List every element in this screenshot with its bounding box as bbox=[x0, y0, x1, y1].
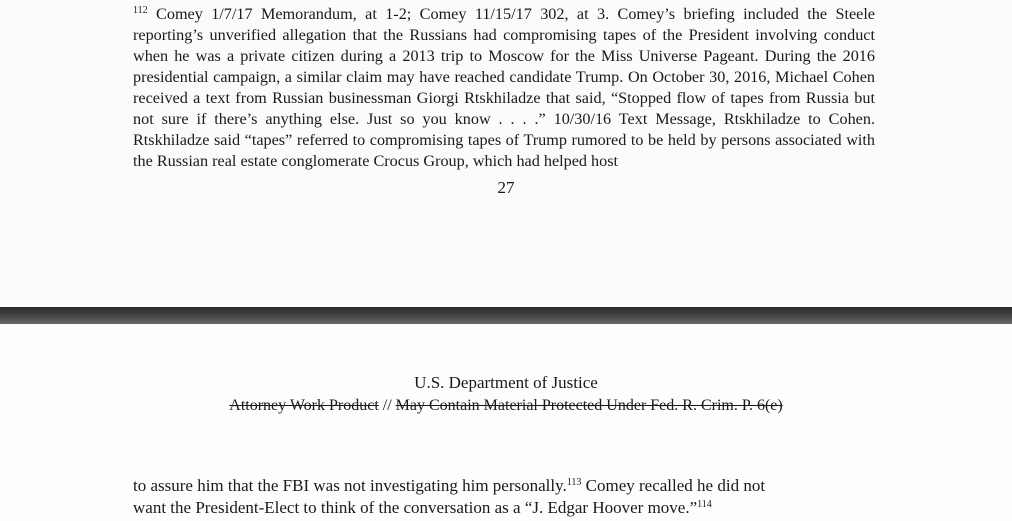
footnote-number: 112 bbox=[133, 5, 148, 16]
footnote-ref-114: 114 bbox=[697, 499, 712, 510]
page-divider bbox=[0, 307, 1012, 324]
body-line-1 bbox=[133, 475, 875, 497]
body-paragraph bbox=[133, 475, 875, 519]
body-line-2-text: want the President-Elect to think of the conversation as a “J. Edgar Hoover move.” bbox=[133, 498, 698, 517]
marking-work-product: Attorney Work Product bbox=[229, 397, 379, 414]
footnote-ref-113: 113 bbox=[566, 477, 582, 488]
header-marking bbox=[0, 397, 1012, 415]
footnote-112 bbox=[133, 4, 875, 172]
page-number: 27 bbox=[497, 178, 515, 197]
body-line-2 bbox=[133, 497, 875, 519]
marking-grand-jury: May Contain Material Protected Under Fed. R. Crim. P. 6(e) bbox=[395, 397, 783, 414]
body-line-1-text: to assure him that the FBI was not investigating him personally. bbox=[133, 476, 567, 495]
body-line-1-cont: Comey recalled he did not bbox=[581, 476, 766, 495]
marking-separator: // bbox=[378, 397, 396, 414]
header-agency: U.S. Department of Justice bbox=[414, 373, 598, 392]
footnote-text: Comey 1/7/17 Memorandum, at 1-2; Comey 11/15/17 302, at 3. Comey’s briefing included the Steele reporting’s unverified allegation that the Russians had compromising tapes of the President involving conduct when he was a private citizen during a 2013 trip to Moscow for the Miss Universe Pageant. During the 2016 presidential campaign, a similar claim may have reached candidate Trump. On October 30, 2016, Michael Cohen received a text from Russian businessman Giorgi Rtskhiladze that said, “Stopped flow of tapes from Russia but not sure if there’s anything else. Just so you know . . . .” 10/30/16 Text Message, Rtskhiladze to Cohen. Rtskhiladze said “tapes” referred to compromising tapes of Trump rumored to be held by persons associated with the Russian real estate conglomerate Crocus Group, which had helped host bbox=[133, 5, 875, 170]
